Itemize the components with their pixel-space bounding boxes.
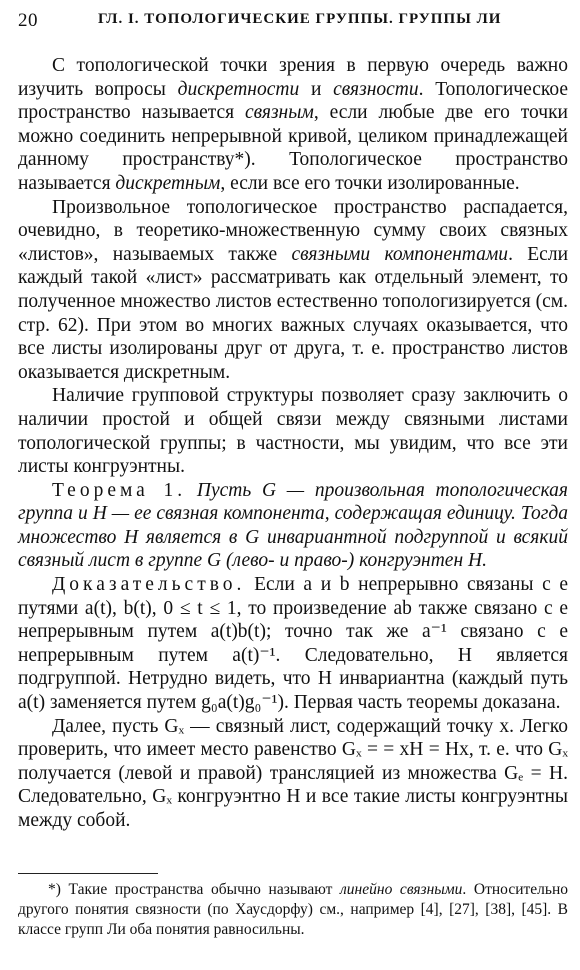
- text: , если любые две его точки можно соединить непрерывной кривой, целиком принадлежащей данному пространству*). Топологическое пространство называется: [18, 102, 568, 194]
- paragraph-3: [18, 384, 568, 478]
- term-connected-components: связными компонентами: [291, 243, 509, 265]
- text: Наличие групповой структуры позволяет сразу заключить о наличии простой и общей связи между связными листами топологической группы; в частности, мы увидим, что все эти листы конгруэнтны.: [18, 385, 568, 478]
- proof-text: Если a и b непрерывно связаны с e путями a(t), b(t), 0 ≤ t ≤ 1, то произведение ab также связано с e непрерывным путем a(t)b(t); точно так же a⁻¹ связано с e непрерывным путем a(t)⁻¹. Следовательно, H является подгруппой. Нетрудно видеть, что H инвариантна (каждый путь a(t) заменяется путем g₀a(t)g₀⁻¹). Первая часть теоремы доказана.: [18, 574, 569, 714]
- text: Далее, пусть Gₓ — связный лист, содержащий точку x. Легко проверить, что имеет место равенство Gₓ = = xH = Hx, т. е. что Gₓ получается (левой и правой) трансляцией из множества Gₑ = H. Следовательно, Gₓ конгруэнтно H и все такие листы конгруэнтны между собой.: [18, 715, 568, 831]
- page-header: [18, 10, 562, 34]
- term-discrete: дискретным: [115, 172, 221, 194]
- text: , если все его точки изолированные.: [220, 172, 520, 194]
- proof: [18, 573, 568, 715]
- text: . Если каждый такой «лист» рассматривать как отдельный элемент, то полученное множество листов естественно топологизируется (см. стр. 62). При этом во многих важных случаях оказывается, что все листы изолированы друг от друга, т. е. пространство листов оказывается дискретным.: [18, 243, 568, 383]
- text: Произвольное топологическое пространство распадается, очевидно, в теоретико-множественную сумму своих связных «листов», называемых также: [18, 196, 568, 265]
- theorem-1: [18, 479, 568, 573]
- text: . Относительно другого понятия связности (по Хаусдорфу) см., например [4], [27], [38], [45]. В классе групп Ли оба понятия равносильны.: [18, 881, 568, 938]
- text: . Топологическое пространство называется: [18, 78, 569, 124]
- term-discreteness: дискретности: [177, 78, 300, 100]
- theorem-text: Пусть G — произвольная топологическая группа и H — ее связная компонента, содержащая единицу. Тогда множество H является в G инвариантной подгруппой и всякий связный лист в группе G (лево- и право-) конгруэнтен H.: [18, 479, 568, 572]
- theorem-label: Теорема 1.: [52, 479, 187, 501]
- term-connectedness: связности: [333, 78, 419, 100]
- footnote-rule: [18, 873, 158, 874]
- proof-label: Доказательство.: [52, 574, 246, 596]
- footnote: [18, 880, 568, 940]
- page-number: 20: [18, 10, 38, 31]
- text: *) Такие пространства обычно называют: [48, 881, 341, 898]
- running-title: ГЛ. I. ТОПОЛОГИЧЕСКИЕ ГРУППЫ. ГРУППЫ ЛИ: [98, 11, 502, 27]
- text: и: [299, 78, 334, 100]
- paragraph-1: [18, 54, 568, 196]
- paragraph-4: [18, 715, 568, 833]
- term-path-connected: линейно связными: [340, 881, 463, 898]
- term-connected: связным: [245, 102, 314, 124]
- paragraph-2: [18, 196, 568, 385]
- main-text: [18, 54, 568, 833]
- text: С топологической точки зрения в первую очередь важно изучить вопросы: [18, 55, 568, 100]
